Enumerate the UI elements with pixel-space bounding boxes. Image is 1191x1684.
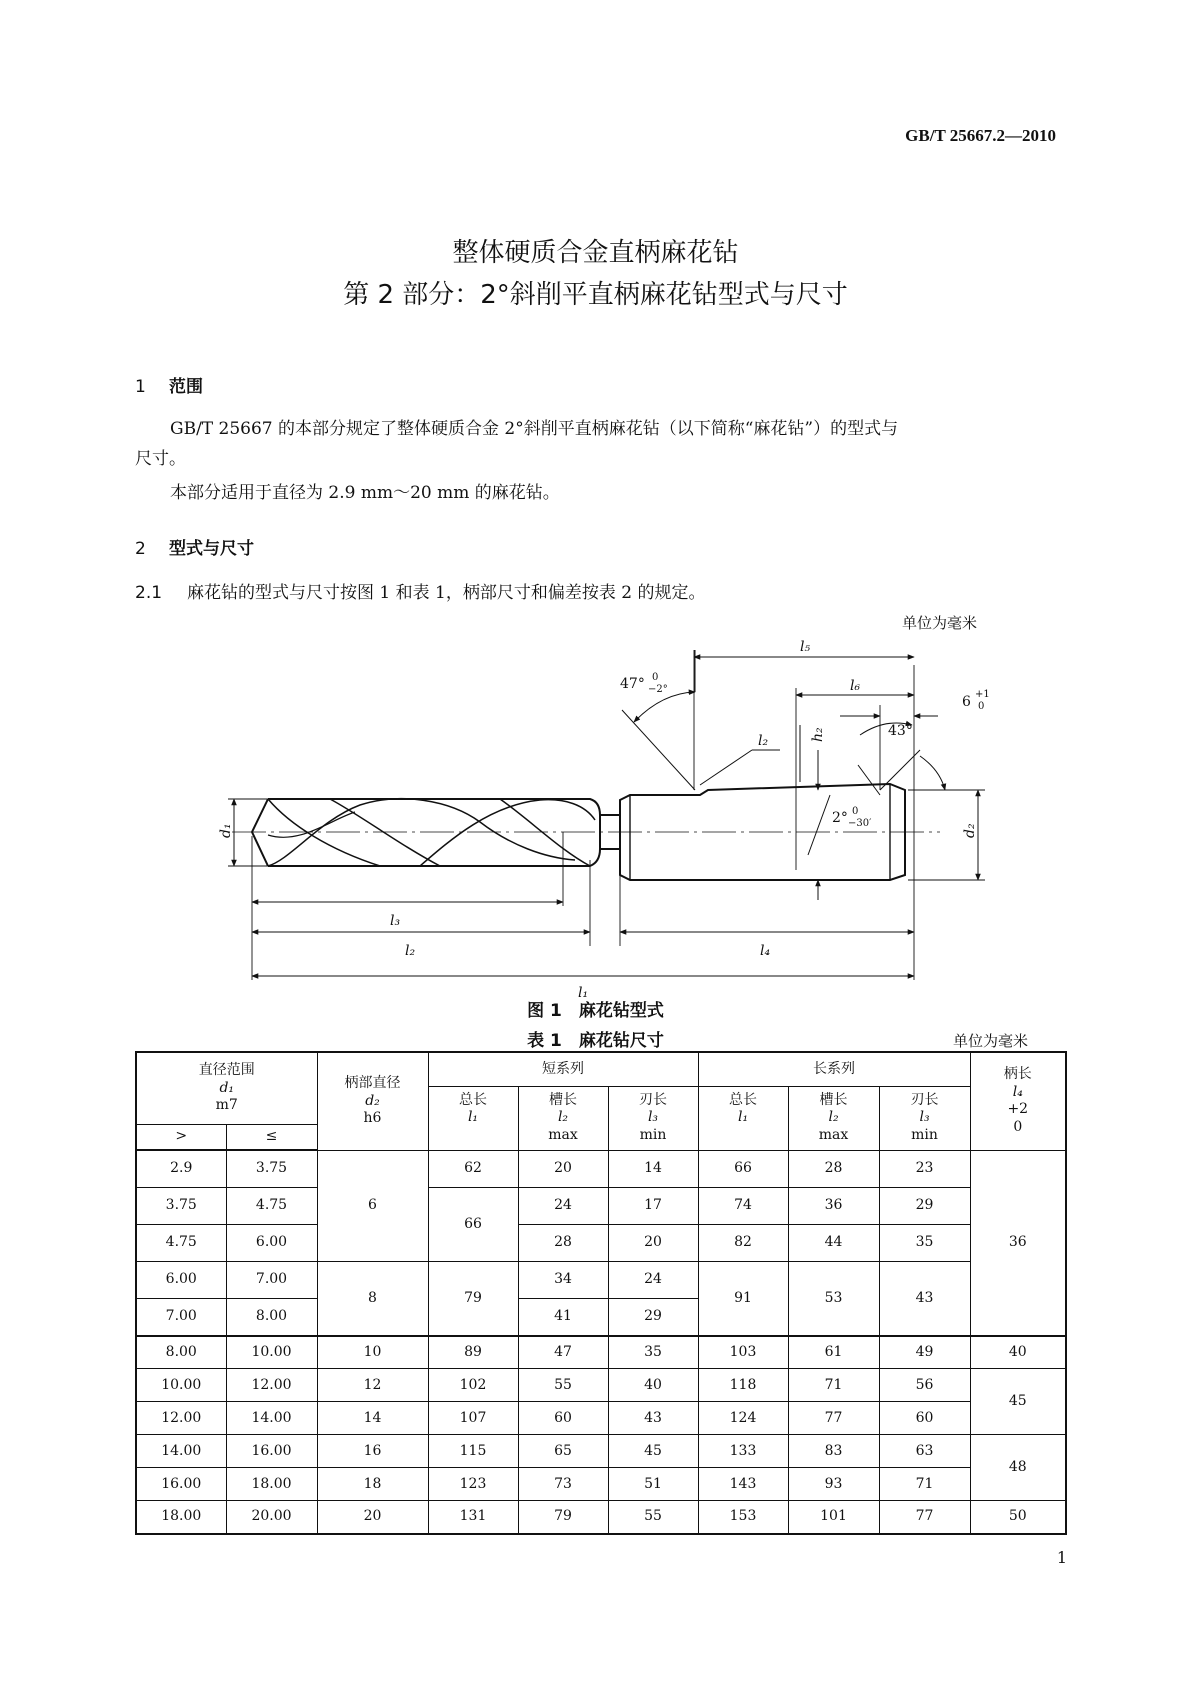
header-long-total-length: 总长 l₁ xyxy=(698,1086,788,1150)
header-long-flute-length: 槽长 l₂ max xyxy=(788,1086,879,1150)
table-row: 2.9 3.75 6 62 20 14 66 28 23 36 xyxy=(136,1150,1066,1187)
section-number: 1 xyxy=(135,377,146,397)
section-number: 2 xyxy=(135,539,146,559)
header-less-equal: ≤ xyxy=(226,1124,317,1150)
tol-47-upper: 0 xyxy=(652,672,659,683)
label-l1: l₁ xyxy=(578,985,589,1000)
tol-6-lower: 0 xyxy=(978,701,985,712)
table-row: 7.00 8.00 41 29 xyxy=(136,1299,1066,1336)
header-greater-than: > xyxy=(136,1124,226,1150)
scope-paragraph-1: GB/T 25667 的本部分规定了整体硬质合金 2°斜削平直柄麻花钻（以下简称“麻花钻”）的型式与 xyxy=(170,419,899,439)
scope-paragraph-1-cont: 尺寸。 xyxy=(135,449,186,469)
clause-number: 2.1 xyxy=(135,583,163,603)
header-shank-diameter: 柄部直径 d₂ h6 xyxy=(317,1052,428,1150)
label-l2-body: l₂ xyxy=(405,943,416,959)
label-l6: l₆ xyxy=(850,678,861,694)
header-short-edge-length: 刃长 l₃ min xyxy=(608,1086,698,1150)
tol-6-upper: +1 xyxy=(975,689,990,700)
table-caption: 表 1 麻花钻尺寸 xyxy=(527,1031,664,1051)
label-h2: h₂ xyxy=(810,727,826,742)
tol-2-upper: 0 xyxy=(852,806,859,817)
table-row: 12.00 14.00 14 107 60 43 124 77 60 xyxy=(136,1402,1066,1435)
table-row: 4.75 6.00 28 20 82 44 35 xyxy=(136,1224,1066,1261)
label-d2: d₂ xyxy=(962,823,978,838)
header-short-series: 短系列 xyxy=(428,1052,698,1086)
page-number: 1 xyxy=(1056,1548,1067,1567)
document-subtitle: 第 2 部分：2°斜削平直柄麻花钻型式与尺寸 xyxy=(343,280,848,310)
label-angle-2: 2° xyxy=(832,810,848,826)
header-long-series: 长系列 xyxy=(698,1052,970,1086)
label-l5: l₅ xyxy=(800,639,811,655)
section-title: 型式与尺寸 xyxy=(169,539,254,559)
header-short-total-length: 总长 l₁ xyxy=(428,1086,518,1150)
tol-47-lower: −2° xyxy=(648,684,668,695)
scope-paragraph-2: 本部分适用于直径为 2.9 mm～20 mm 的麻花钻。 xyxy=(170,483,560,503)
label-angle-47: 47° xyxy=(620,676,645,692)
section-title: 范围 xyxy=(169,377,203,397)
table-row: 18.00 20.00 20 131 79 55 153 101 77 50 xyxy=(136,1501,1066,1534)
label-l4: l₄ xyxy=(760,943,771,959)
table-row: 3.75 4.75 66 24 17 74 36 29 xyxy=(136,1187,1066,1224)
header-shank-length: 柄长 l₄ +2 0 xyxy=(970,1052,1066,1150)
table-row: 16.00 18.00 18 123 73 51 143 93 71 xyxy=(136,1468,1066,1501)
document-title: 整体硬质合金直柄麻花钻 xyxy=(452,238,739,268)
label-l3: l₃ xyxy=(390,913,401,929)
header-long-edge-length: 刃长 l₃ min xyxy=(879,1086,970,1150)
table-unit-note: 单位为毫米 xyxy=(953,1032,1029,1050)
figure-unit-note: 单位为毫米 xyxy=(902,614,978,632)
figure-caption: 图 1 麻花钻型式 xyxy=(527,1001,664,1021)
table-row: 10.00 12.00 12 102 55 40 118 71 56 45 xyxy=(136,1369,1066,1402)
label-dim-6: 6 xyxy=(962,694,971,710)
table-row: 8.00 10.00 10 89 47 35 103 61 49 40 xyxy=(136,1336,1066,1369)
label-angle-43: 43° xyxy=(888,723,913,739)
header-short-flute-length: 槽长 l₂ max xyxy=(518,1086,608,1150)
dimensions-table xyxy=(135,1051,1067,1535)
clause-text: 麻花钻的型式与尺寸按图 1 和表 1，柄部尺寸和偏差按表 2 的规定。 xyxy=(187,583,706,603)
header-diameter-range: 直径范围 d₁ m7 xyxy=(136,1052,317,1124)
table-row: 14.00 16.00 16 115 65 45 133 83 63 48 xyxy=(136,1435,1066,1468)
label-d1: d₁ xyxy=(218,823,234,838)
dimension-lines xyxy=(234,650,978,976)
table-row: 6.00 7.00 8 79 34 24 91 53 43 xyxy=(136,1261,1066,1298)
label-l2-neck: l₂ xyxy=(758,733,769,749)
tol-2-lower: −30′ xyxy=(848,818,872,829)
standard-number: GB/T 25667.2—2010 xyxy=(905,126,1056,145)
